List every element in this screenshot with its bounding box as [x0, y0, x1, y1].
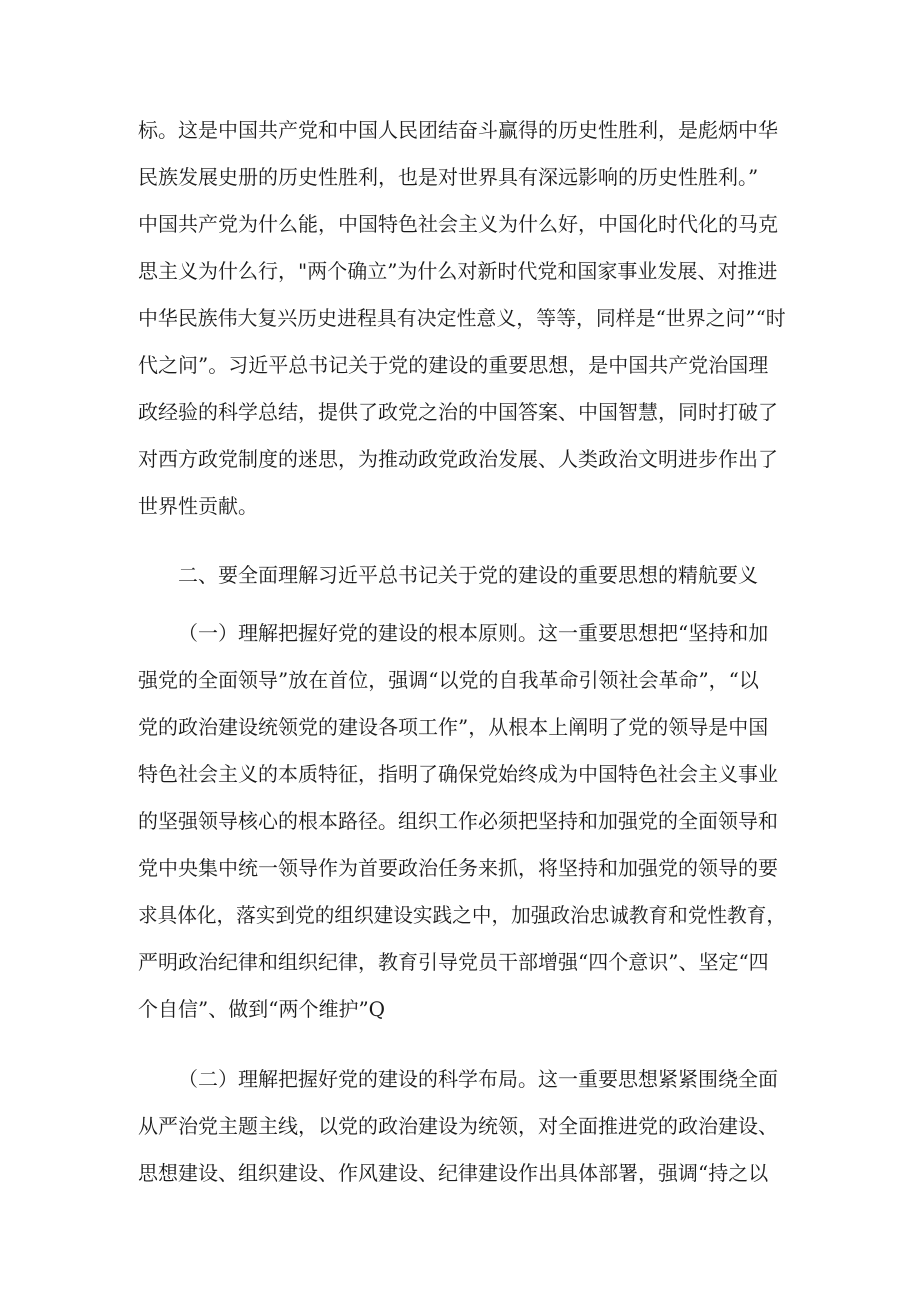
text-line-18: 严明政治纪律和组织纪律，教育引导党员干部增强“四个意识”、坚定“四 [138, 950, 769, 974]
text-line-1: 标。这是中国共产党和中国人民团结奋斗赢得的历史性胜利，是彪炳中华 [138, 118, 778, 142]
text-line-22: 思想建设、组织建设、作风建设、纪律建设作出具体部署，强调“持之以 [138, 1161, 769, 1185]
text-line-6: 代之问”。习近平总书记关于党的建设的重要思想，是中国共产党治国理 [138, 353, 769, 377]
text-line-17: 求具体化，落实到党的组织建设实践之中，加强政治忠诚教育和党性教育， [138, 903, 786, 927]
text-line-14: 特色社会主义的本质特征，指明了确保党始终成为中国特色社会主义事业 [138, 762, 778, 786]
text-line-8: 对西方政党制度的迷思，为推动政党政治发展、人类政治文明进步作出了 [138, 447, 778, 471]
text-line-12: 强党的全面领导”放在首位，强调“以党的自我革命引领社会革命”，“以 [138, 668, 759, 692]
text-line-2: 民族发展史册的历史性胜利，也是对世界具有深远影响的历史性胜利。” [138, 165, 759, 189]
text-line-9: 世界性贡献。 [138, 494, 258, 518]
text-line-3: 中国共产党为什么能，中国特色社会主义为什么好，中国化时代化的马克 [138, 212, 778, 236]
text-line-5: 中华民族伟大复兴历史进程具有决定性意义，等等，同样是“世界之问”“时 [138, 306, 786, 330]
text-line-4: 思主义为什么行，"两个确立”为什么对新时代党和国家事业发展、对推进 [138, 259, 778, 283]
text-line-13: 党的政治建设统领党的建设各项工作”，从根本上阐明了党的领导是中国 [138, 715, 769, 739]
text-line-11: （一）理解把握好党的建设的根本原则。这一重要思想把“坚持和加 [178, 621, 769, 645]
text-line-7: 政经验的科学总结，提供了政党之治的中国答案、中国智慧，同时打破了 [138, 400, 778, 424]
text-line-19: 个自信”、做到“两个维护”Q [138, 997, 386, 1021]
text-line-20: （二）理解把握好党的建设的科学布局。这一重要思想紧紧围绕全面 [178, 1067, 778, 1091]
text-line-21: 从严治党主题主线，以党的政治建设为统领，对全面推进党的政治建设、 [138, 1114, 778, 1138]
text-line-16: 党中央集中统一领导作为首要政治任务来抓，将坚持和加强党的领导的要 [138, 856, 778, 880]
text-line-15: 的坚强领导核心的根本路径。组织工作必须把坚持和加强党的全面领导和 [138, 809, 778, 833]
section-heading: 二、要全面理解习近平总书记关于党的建设的重要思想的精航要义 [178, 563, 758, 587]
